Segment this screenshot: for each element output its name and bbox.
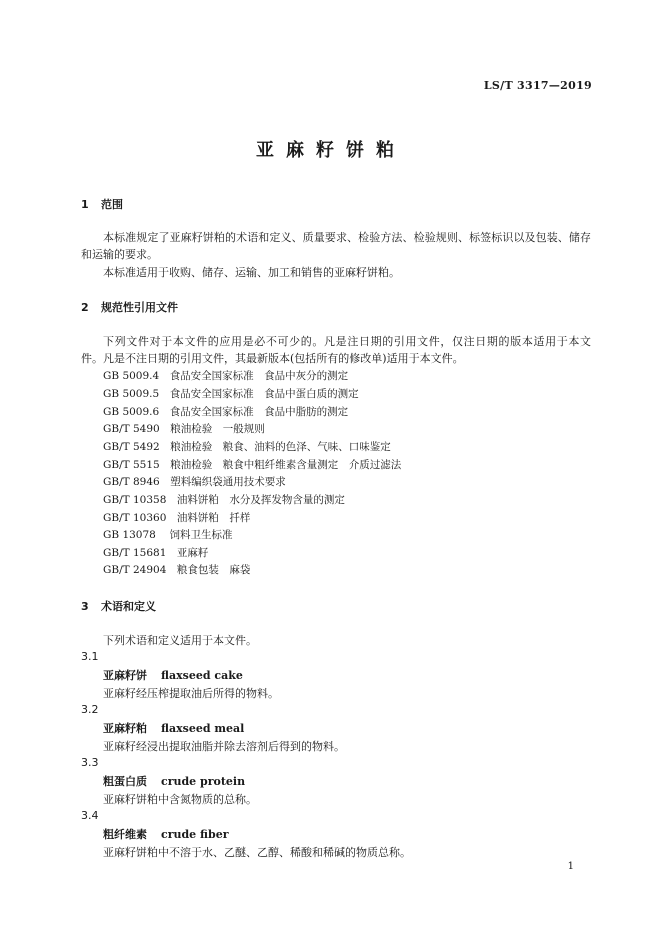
term-definition: 亚麻籽饼粕中不溶于水、乙醚、乙醇、稀酸和稀碱的物质总称。 — [103, 846, 411, 859]
reference-item — [103, 527, 233, 542]
section-1-paragraph-2: 本标准适用于收购、储存、运输、加工和销售的亚麻籽饼粕。 — [103, 266, 400, 279]
term-english: flaxseed cake — [161, 669, 243, 682]
reference-title: 食品安全国家标准 食品中灰分的测定 — [169, 370, 349, 382]
page-number: 1 — [567, 861, 574, 872]
reference-code: GB/T 10360 — [103, 512, 167, 524]
reference-code: GB/T 15681 — [103, 547, 167, 559]
reference-title: 食品安全国家标准 食品中蛋白质的测定 — [169, 388, 359, 400]
reference-item — [103, 421, 265, 436]
term-english: crude fiber — [161, 828, 229, 841]
section-title: 规范性引用文件 — [101, 301, 178, 314]
reference-code: GB/T 5515 — [103, 459, 160, 471]
reference-title: 油料饼粕 扦样 — [176, 512, 251, 524]
term-definition: 亚麻籽经浸出提取油脂并除去溶剂后得到的物料。 — [103, 740, 345, 753]
term-heading — [103, 773, 245, 789]
term-heading — [103, 826, 229, 842]
term-heading — [103, 720, 244, 736]
reference-code: GB/T 24904 — [103, 564, 167, 576]
term-chinese: 粗纤维素 — [103, 828, 147, 841]
section-2-intro-line-1: 下列文件对于本文件的应用是必不可少的。凡是注日期的引用文件，仅注日期的版本适用于本文 — [103, 335, 591, 348]
reference-item — [103, 386, 359, 401]
reference-title: 粮油检验 粮食中粗纤维素含量测定 介质过滤法 — [170, 459, 402, 471]
section-number: 3 — [81, 600, 89, 613]
section-number: 2 — [81, 301, 89, 314]
section-title: 范围 — [101, 198, 123, 211]
reference-code: GB/T 8946 — [103, 476, 160, 488]
section-1-heading — [81, 196, 123, 212]
reference-code: GB 5009.4 — [103, 370, 160, 382]
term-chinese: 亚麻籽粕 — [103, 722, 147, 735]
section-2-heading — [81, 299, 178, 315]
section-number: 1 — [81, 198, 89, 211]
term-chinese: 粗蛋白质 — [103, 775, 147, 788]
reference-item — [103, 562, 250, 577]
section-3-heading — [81, 598, 156, 614]
reference-title: 亚麻籽 — [176, 547, 209, 559]
section-3-intro: 下列术语和定义适用于本文件。 — [103, 634, 257, 647]
reference-code: GB 5009.5 — [103, 388, 160, 400]
section-1-paragraph-1-line-2: 和运输的要求。 — [81, 248, 158, 261]
section-title: 术语和定义 — [101, 600, 156, 613]
reference-item — [103, 404, 348, 419]
term-chinese: 亚麻籽饼 — [103, 669, 147, 682]
section-1-paragraph-1-line-1: 本标准规定了亚麻籽饼粕的术语和定义、质量要求、检验方法、检验规则、标签标识以及包装、储存 — [103, 231, 591, 244]
standard-number: LS/T 3317—2019 — [483, 79, 592, 92]
document-title: 亚麻籽饼粕 — [256, 140, 406, 161]
reference-item — [103, 492, 345, 507]
reference-title: 粮食包装 麻袋 — [176, 564, 251, 576]
term-definition: 亚麻籽经压榨提取油后所得的物料。 — [103, 687, 279, 700]
reference-title: 油料饼粕 水分及挥发物含量的测定 — [176, 494, 345, 506]
reference-item — [103, 439, 391, 454]
reference-code: GB/T 5492 — [103, 441, 160, 453]
term-heading — [103, 667, 243, 683]
reference-item — [103, 474, 286, 489]
reference-item — [103, 545, 208, 560]
term-english: flaxseed meal — [161, 722, 245, 735]
reference-code: GB 5009.6 — [103, 406, 160, 418]
reference-item — [103, 368, 348, 383]
term-number: 3.3 — [81, 756, 99, 769]
reference-title: 饲料卫生标准 — [169, 529, 233, 541]
reference-title: 食品安全国家标准 食品中脂肪的测定 — [169, 406, 349, 418]
reference-item — [103, 457, 401, 472]
reference-code: GB 13078 — [103, 529, 156, 541]
reference-code: GB/T 10358 — [103, 494, 167, 506]
term-number: 3.2 — [81, 703, 99, 716]
section-2-intro-line-2: 件。凡是不注日期的引用文件，其最新版本(包括所有的修改单)适用于本文件。 — [81, 352, 464, 365]
term-number: 3.4 — [81, 809, 99, 822]
reference-code: GB/T 5490 — [103, 423, 160, 435]
term-number: 3.1 — [81, 650, 99, 663]
reference-item — [103, 510, 250, 525]
term-definition: 亚麻籽饼粕中含氮物质的总称。 — [103, 793, 257, 806]
reference-title: 粮油检验 粮食、油料的色泽、气味、口味鉴定 — [170, 441, 391, 453]
reference-title: 粮油检验 一般规则 — [170, 423, 265, 435]
reference-title: 塑料编织袋通用技术要求 — [170, 476, 286, 488]
term-english: crude protein — [161, 775, 246, 788]
